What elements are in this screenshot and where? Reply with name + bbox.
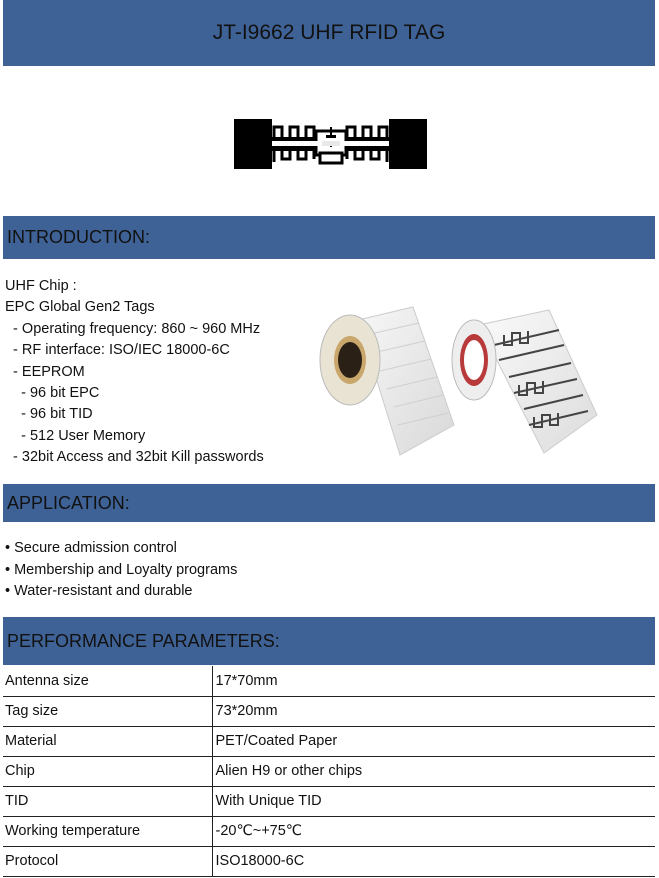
table-row (3, 696, 655, 726)
param-label: Tag size (3, 696, 212, 726)
param-value: ISO18000-6C (212, 846, 655, 876)
table-row (3, 816, 655, 846)
param-value: -20℃~+75℃ (212, 816, 655, 846)
application-banner (3, 484, 655, 522)
intro-line: EPC Global Gen2 Tags (5, 299, 155, 316)
param-value: With Unique TID (212, 786, 655, 816)
param-value: 73*20mm (212, 696, 655, 726)
intro-line: - 96 bit TID (5, 406, 93, 423)
application-list (5, 538, 237, 603)
table-row (3, 786, 655, 816)
introduction-banner (3, 216, 655, 259)
intro-line: - Operating frequency: 860 ~ 960 MHz (5, 320, 261, 337)
list-item: • Water-resistant and durable (5, 583, 193, 600)
param-label: Antenna size (3, 666, 212, 696)
intro-line: - 32bit Access and 32bit Kill passwords (5, 449, 264, 466)
intro-line: - EEPROM (5, 363, 85, 380)
table-row (3, 726, 655, 756)
list-item: • Membership and Loyalty programs (5, 561, 238, 578)
rfid-inlay-roll-image (449, 305, 599, 457)
intro-line: - 512 User Memory (5, 427, 146, 444)
param-value: Alien H9 or other chips (212, 756, 655, 786)
param-value: PET/Coated Paper (212, 726, 655, 756)
param-label: Working temperature (3, 816, 212, 846)
parameters-table (3, 666, 655, 877)
table-row (3, 846, 655, 876)
rfid-antenna-logo (234, 117, 427, 171)
intro-line: - 96 bit EPC (5, 385, 100, 402)
page-title: JT-I9662 UHF RFID TAG (212, 21, 446, 44)
intro-line: UHF Chip : (5, 278, 77, 294)
param-label: TID (3, 786, 212, 816)
list-item: • Secure admission control (5, 540, 177, 556)
application-heading: APPLICATION: (7, 492, 130, 513)
title-banner (3, 0, 655, 66)
white-label-roll-image (318, 305, 456, 457)
introduction-heading: INTRODUCTION: (7, 227, 150, 247)
param-value: 17*70mm (212, 666, 655, 696)
param-label: Material (3, 726, 212, 756)
introduction-text (5, 276, 264, 469)
table-row (3, 756, 655, 786)
performance-banner (3, 617, 655, 665)
intro-line: - RF interface: ISO/IEC 18000-6C (5, 342, 230, 359)
param-label: Chip (3, 756, 212, 786)
table-row (3, 666, 655, 696)
param-label: Protocol (3, 846, 212, 876)
performance-heading: PERFORMANCE PARAMETERS: (7, 630, 280, 651)
